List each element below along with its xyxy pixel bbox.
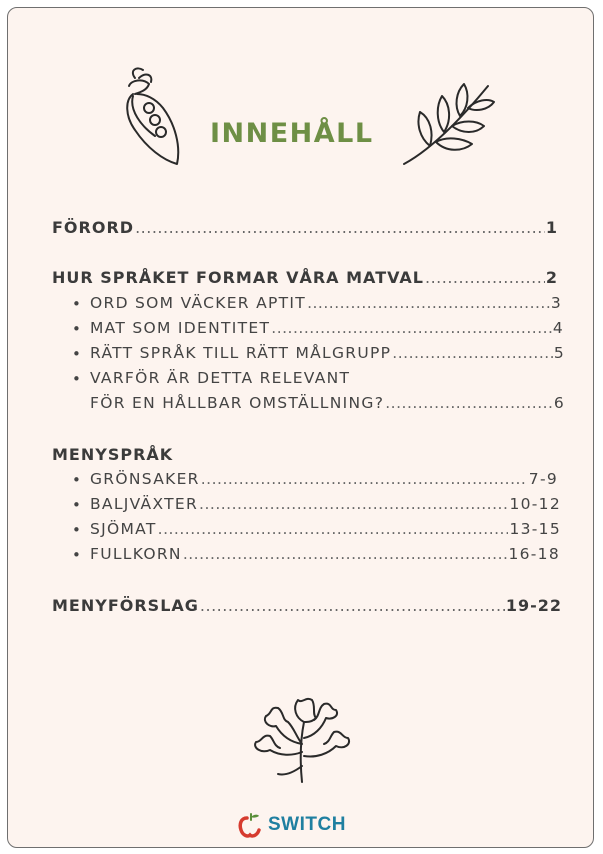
toc-page-number: 6 [553,394,565,412]
toc-entry-hallbar-omstallning[interactable] [90,394,565,412]
toc-label: MAT SOM IDENTITET [90,319,271,337]
toc-entry-baljvaxter[interactable] [90,495,561,513]
toc-label: RÄTT SPRÅK TILL RÄTT MÅLGRUPP [90,344,392,362]
leader-dots [200,596,505,615]
toc-label-line: VARFÖR ÄR DETTA RELEVANT [90,369,351,387]
toc-page-number: 1 [545,218,558,237]
toc-entry-fullkorn[interactable] [90,545,560,563]
toc-label: MENYSPRÅK [52,445,174,464]
bullet-icon: • [72,370,81,388]
toc-entry-hur-spraket[interactable] [52,268,558,287]
toc-page-number: 2 [545,268,558,287]
herb-leaf-icon [246,692,356,784]
toc-label: FÖRORD [52,218,135,237]
leader-dots [135,218,545,237]
toc-entry-ratt-sprak[interactable] [90,344,565,362]
leader-dots [271,319,552,337]
toc-label: FÖR EN HÅLLBAR OMSTÄLLNING? [90,394,385,412]
toc-entry-ord-som-vacker-aptit[interactable] [90,294,562,312]
toc-entry-gronsaker[interactable] [90,470,558,488]
toc-entry-menyforslag[interactable] [52,596,562,615]
toc-label: MENYFÖRSLAG [52,596,199,615]
toc-label: ORD SOM VÄCKER APTIT [90,294,307,312]
toc-label: HUR SPRÅKET FORMAR VÅRA MATVAL [52,268,424,287]
bullet-icon: • [72,521,81,539]
pea-pod-icon [115,64,187,170]
toc-label: GRÖNSAKER [90,470,200,488]
leader-dots [183,545,508,563]
switch-logo [238,812,346,838]
toc-label: SJÖMAT [90,520,157,538]
bullet-icon: • [72,320,81,338]
toc-entry-forord[interactable] [52,218,558,237]
toc-page-number: 3 [550,294,562,312]
toc-page-number: 13-15 [509,520,561,538]
leader-dots [307,294,550,312]
leader-dots [158,520,509,538]
bullet-icon: • [72,345,81,363]
toc-page-number: 10-12 [509,495,561,513]
logo-text: SWITCH [268,814,346,835]
toc-heading-menysprak[interactable] [52,445,558,464]
toc-entry-sjomat[interactable] [90,520,561,538]
leader-dots [392,344,553,362]
bullet-icon: • [72,295,81,313]
bullet-icon: • [72,496,81,514]
toc-page-number: 4 [552,319,564,337]
leader-dots [425,268,545,287]
wheat-sprig-icon [400,80,496,168]
leader-dots [199,495,508,513]
page-title: INNEHÅLL [210,118,374,149]
toc-page-number: 16-18 [508,545,560,563]
leader-dots [385,394,553,412]
toc-page-number: 5 [553,344,565,362]
apple-logo-icon [238,812,262,838]
bullet-icon: • [72,546,81,564]
toc-label: FULLKORN [90,545,182,563]
bullet-icon: • [72,471,81,489]
toc-label: BALJVÄXTER [90,495,199,513]
toc-page-number: 19-22 [505,596,562,615]
toc-entry-mat-som-identitet[interactable] [90,319,564,337]
toc-page-number: 7-9 [528,470,558,488]
leader-dots [201,470,528,488]
